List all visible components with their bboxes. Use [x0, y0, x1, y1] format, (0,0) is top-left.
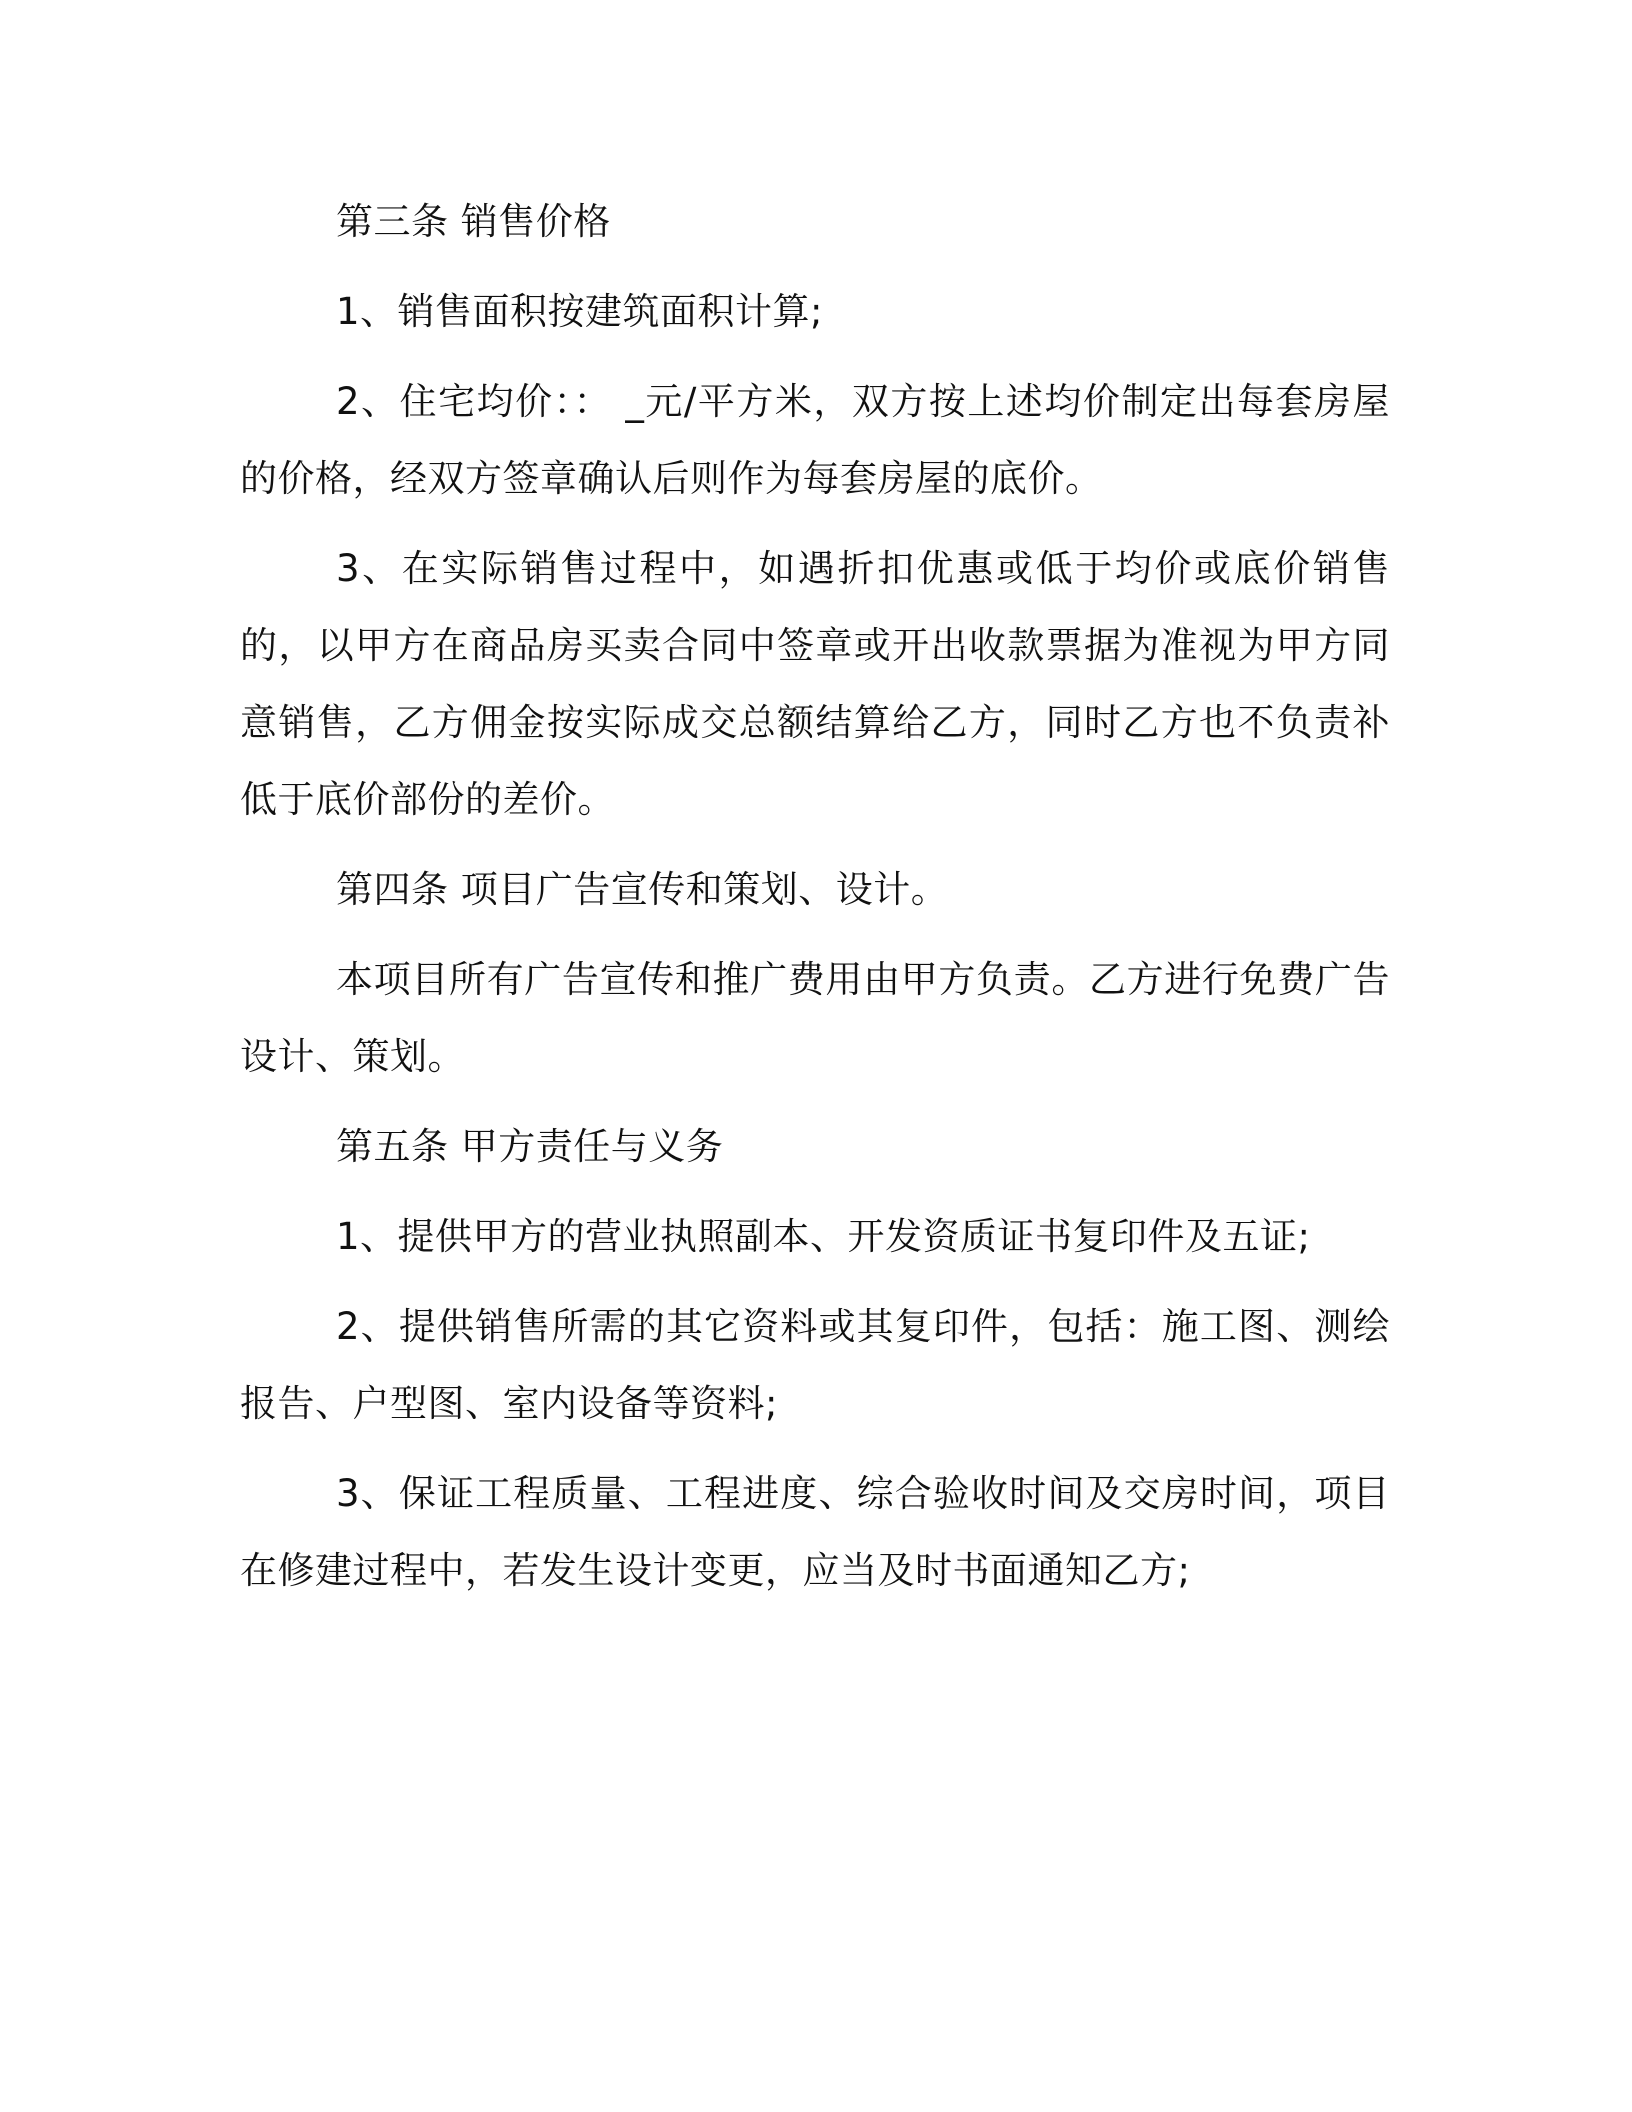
- article-5-item-3: 3、保证工程质量、工程进度、综合验收时间及交房时间，项目在修建过程中，若发生设计变更，应当及时书面通知乙方;: [240, 1472, 1390, 1592]
- article-5-heading: 第五条 甲方责任与义务: [336, 1125, 724, 1168]
- article-5-item-1: 1、提供甲方的营业执照副本、开发资质证书复印件及五证;: [336, 1215, 1311, 1258]
- article-4-body: 本项目所有广告宣传和推广费用由甲方负责。乙方进行免费广告设计、策划。: [240, 958, 1390, 1078]
- article-3-item-2: 2、住宅均价：： _元/平方米，双方按上述均价制定出每套房屋的价格，经双方签章确认后则作为每套房屋的底价。: [240, 380, 1390, 500]
- article-3-item-1: 1、销售面积按建筑面积计算;: [336, 290, 824, 333]
- article-4-heading: 第四条 项目广告宣传和策划、设计。: [336, 868, 949, 911]
- article-3-heading: 第三条 销售价格: [336, 200, 611, 243]
- document-body: [240, 183, 1390, 1622]
- article-5-item-2: 2、提供销售所需的其它资料或其复印件，包括：施工图、测绘报告、户型图、室内设备等资料;: [240, 1305, 1390, 1425]
- article-3-item-3: 3、在实际销售过程中，如遇折扣优惠或低于均价或底价销售的，以甲方在商品房买卖合同中签章或开出收款票据为准视为甲方同意销售，乙方佣金按实际成交总额结算给乙方，同时乙方也不负责补低于底价部份的差价。: [240, 547, 1390, 821]
